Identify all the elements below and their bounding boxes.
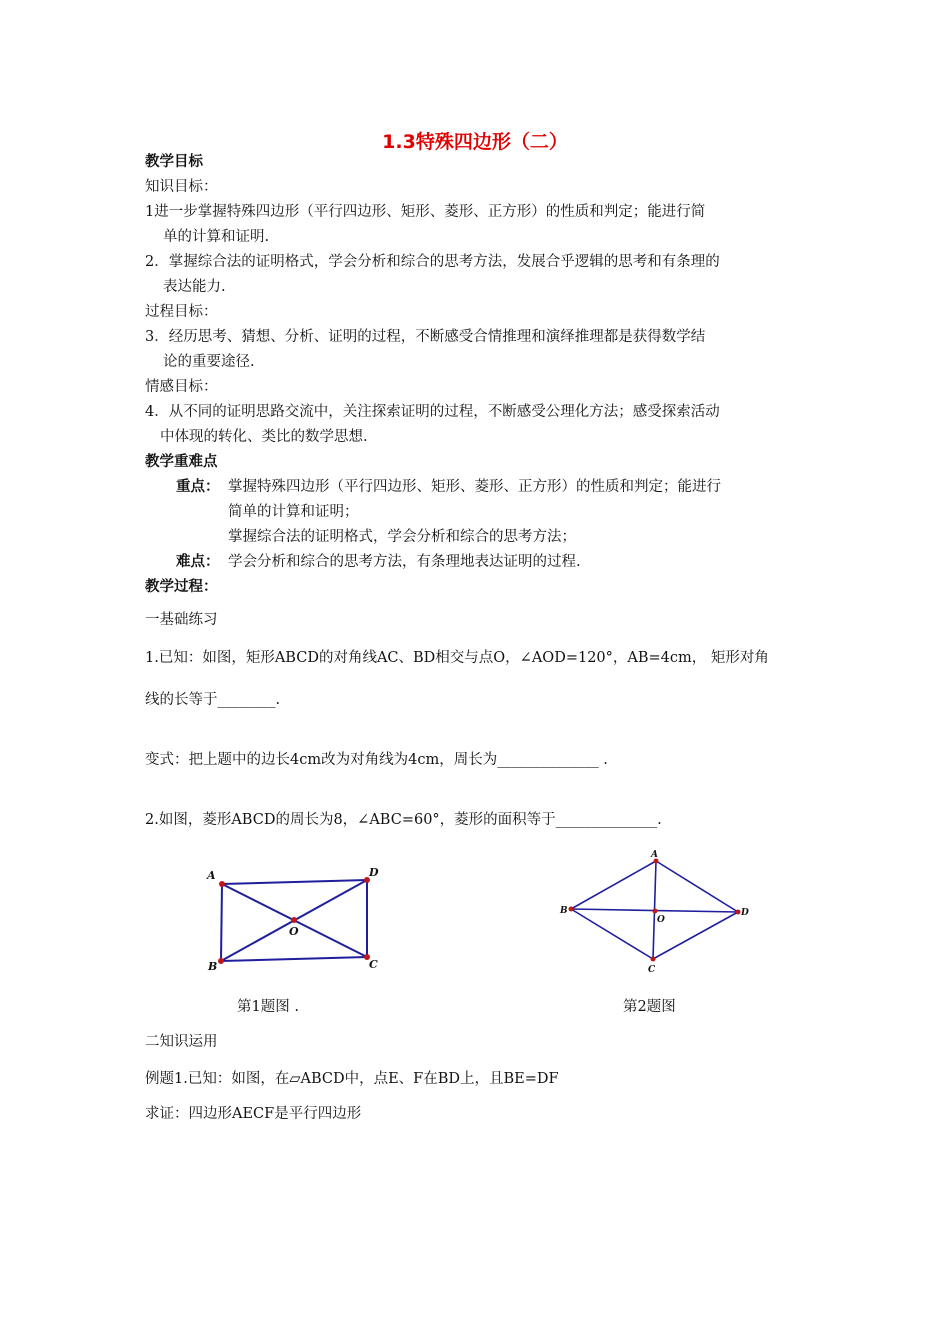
figure-2-caption: 第2题图 xyxy=(623,999,676,1015)
side-ad xyxy=(656,861,738,912)
goal-2-line-2: 表达能力. xyxy=(163,279,226,295)
goal-2-line-1: 2．掌握综合法的证明格式，学会分析和综合的思考方法，发展合乎逻辑的思考和有条理的 xyxy=(145,254,720,270)
process-heading: 教学过程： xyxy=(145,578,218,595)
side-ba xyxy=(221,884,222,961)
point-b xyxy=(218,958,224,964)
focus-label: 重点： xyxy=(176,478,220,495)
point-a xyxy=(219,881,225,887)
variant-question: 变式：把上题中的边长4cm改为对角线为4cm，周长为______________ . xyxy=(145,752,608,768)
example-1: 例题1.已知：如图，在▱ABCD中，点E、F在BD上，且BE=DF xyxy=(145,1071,559,1087)
goals-heading: 教学目标 xyxy=(145,153,203,170)
label-o: O xyxy=(289,925,299,938)
side-ba xyxy=(571,861,656,909)
label-c: C xyxy=(648,965,656,975)
prove-statement: 求证：四边形AECF是平行四边形 xyxy=(145,1106,362,1122)
side-cb xyxy=(221,957,367,961)
point-o xyxy=(653,909,658,914)
label-a: A xyxy=(207,869,216,882)
side-dc xyxy=(653,912,738,959)
focus-line-2: 简单的计算和证明； xyxy=(228,504,359,520)
label-a: A xyxy=(651,850,658,860)
label-d: D xyxy=(369,866,379,879)
point-c xyxy=(651,957,656,962)
label-c: C xyxy=(369,958,378,971)
goal-1-line-1: 1进一步掌握特殊四边形（平行四边形、矩形、菱形、正方形）的性质和判定；能进行简 xyxy=(145,204,706,220)
difficulty-text: 学会分析和综合的思考方法，有条理地表达证明的过程. xyxy=(228,554,581,570)
difficulty-label: 难点： xyxy=(176,553,220,570)
goal-1-line-2: 单的计算和证明. xyxy=(163,229,270,245)
focus-line-3: 掌握综合法的证明格式，学会分析和综合的思考方法； xyxy=(228,529,576,545)
figure-1-rectangle xyxy=(195,860,395,980)
label-o: O xyxy=(657,915,665,925)
goal-4-line-1: 4．从不同的证明思路交流中，关注探索证明的过程，不断感受公理化方法；感受探索活动 xyxy=(145,404,720,420)
knowledge-goal-label: 知识目标： xyxy=(145,179,218,195)
goal-4-line-2: 中体现的转化、类比的数学思想. xyxy=(160,429,368,445)
section-knowledge-application: 二知识运用 xyxy=(145,1034,218,1050)
goal-3-line-2: 论的重要途径. xyxy=(163,354,255,370)
question-1-line-1: 1.已知：如图，矩形ABCD的对角线AC、BD相交与点O，∠AOD=120°，AB=4cm， 矩形对角 xyxy=(145,650,769,666)
goal-3-line-1: 3．经历思考、猜想、分析、证明的过程，不断感受合情推理和演绎推理都是获得数学结 xyxy=(145,329,706,345)
process-goal-label: 过程目标： xyxy=(145,304,218,320)
side-cb xyxy=(571,909,653,959)
side-ad xyxy=(222,880,367,884)
point-b xyxy=(569,907,574,912)
emotion-goal-label: 情感目标： xyxy=(145,379,218,395)
point-o xyxy=(291,917,297,923)
page-title: 1.3特殊四边形（二） xyxy=(382,131,568,153)
figure-1-caption: 第1题图 . xyxy=(237,999,299,1015)
section-basic-practice: 一基础练习 xyxy=(145,612,218,628)
question-1-line-2: 线的长等于________. xyxy=(145,692,281,708)
label-b: B xyxy=(560,906,568,916)
label-b: B xyxy=(208,960,218,973)
label-d: D xyxy=(741,908,749,918)
point-d xyxy=(736,910,741,915)
key-points-heading: 教学重难点 xyxy=(145,453,218,470)
question-2: 2.如图，菱形ABCD的周长为8，∠ABC=60°，菱形的面积等于______________. xyxy=(145,812,662,828)
focus-line-1: 掌握特殊四边形（平行四边形、矩形、菱形、正方形）的性质和判定；能进行 xyxy=(228,479,721,495)
figure-2-rhombus xyxy=(555,845,765,980)
